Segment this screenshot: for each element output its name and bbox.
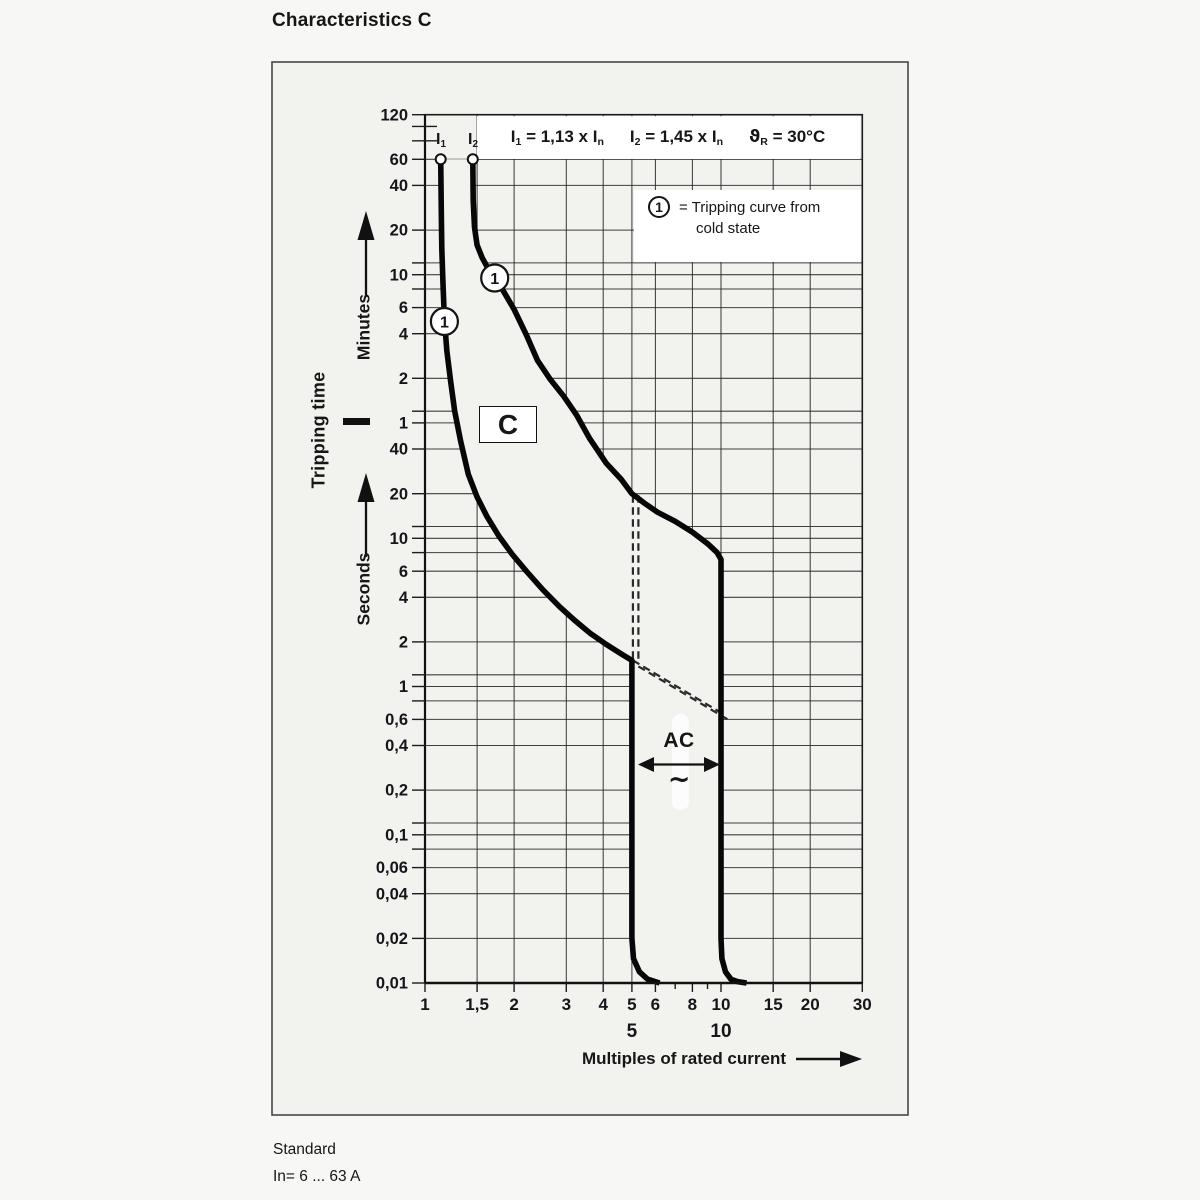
svg-text:6: 6 xyxy=(398,562,408,581)
svg-text:2: 2 xyxy=(509,995,519,1014)
svg-text:40: 40 xyxy=(389,177,408,195)
y-unit-seconds: Seconds xyxy=(353,552,374,626)
formula-box xyxy=(478,117,858,157)
svg-text:3: 3 xyxy=(561,995,572,1014)
svg-text:5: 5 xyxy=(627,995,637,1014)
svg-text:0,02: 0,02 xyxy=(375,930,408,948)
formula-i1: $I_1 = 1,13$ x $I_n$ xyxy=(510,127,604,149)
svg-text:1: 1 xyxy=(398,414,408,433)
svg-text:4: 4 xyxy=(398,588,408,607)
svg-text:5: 5 xyxy=(626,1021,638,1042)
legend-text: = Tripping curve from cold state xyxy=(679,199,821,238)
svg-text:60: 60 xyxy=(389,150,408,169)
footer-rated-current: In= 6 ... 63 A xyxy=(273,1168,361,1185)
ac-range-label: AC xyxy=(663,729,695,752)
svg-text:0,01: 0,01 xyxy=(375,974,408,993)
svg-text:20: 20 xyxy=(389,221,408,240)
svg-text:6: 6 xyxy=(650,995,661,1014)
svg-text:10: 10 xyxy=(389,266,408,285)
y-axis-title: Tripping time xyxy=(308,371,329,489)
legend xyxy=(648,196,820,240)
svg-text:0,04: 0,04 xyxy=(375,885,408,904)
footer-standard: Standard xyxy=(273,1141,336,1158)
formula-i2: $I_2 = 1,45$ x $I_n$ xyxy=(629,127,724,149)
svg-text:4: 4 xyxy=(398,325,408,344)
svg-text:0,6: 0,6 xyxy=(385,711,408,729)
svg-text:6: 6 xyxy=(398,299,408,318)
svg-text:0,4: 0,4 xyxy=(385,737,408,756)
svg-text:15: 15 xyxy=(763,995,783,1014)
svg-text:2: 2 xyxy=(398,369,408,388)
svg-text:10: 10 xyxy=(389,529,408,548)
svg-text:1: 1 xyxy=(420,995,430,1014)
y-unit-minutes: Minutes xyxy=(353,293,374,361)
svg-text:1: 1 xyxy=(439,314,449,332)
formula-temperature: $ϑ_R = 30^\circ C$ xyxy=(749,127,826,149)
svg-text:8: 8 xyxy=(687,995,698,1014)
x-axis-title: Multiples of rated current xyxy=(581,1049,786,1068)
page-title: Characteristics C xyxy=(272,10,432,31)
svg-text:1: 1 xyxy=(398,678,408,697)
i2-curve-label: $I_2$ xyxy=(468,131,478,150)
svg-text:2: 2 xyxy=(398,633,408,652)
svg-text:0,2: 0,2 xyxy=(385,781,408,800)
svg-text:1,5: 1,5 xyxy=(465,995,489,1014)
svg-text:0,1: 0,1 xyxy=(385,826,408,845)
svg-text:120: 120 xyxy=(380,106,408,125)
legend-marker-icon: 1 xyxy=(648,196,670,218)
svg-text:20: 20 xyxy=(800,995,820,1014)
svg-text:30: 30 xyxy=(852,995,872,1014)
ac-wave-icon: ∼ xyxy=(667,764,691,794)
svg-text:10: 10 xyxy=(710,1021,732,1042)
svg-text:10: 10 xyxy=(711,995,731,1014)
svg-text:4: 4 xyxy=(598,995,608,1014)
svg-text:40: 40 xyxy=(389,440,408,459)
svg-text:1: 1 xyxy=(490,270,500,288)
svg-text:20: 20 xyxy=(389,485,408,504)
curve-class-badge: C xyxy=(479,406,537,443)
i1-curve-label: $I_1$ xyxy=(436,131,446,150)
svg-text:0,06: 0,06 xyxy=(375,859,408,878)
